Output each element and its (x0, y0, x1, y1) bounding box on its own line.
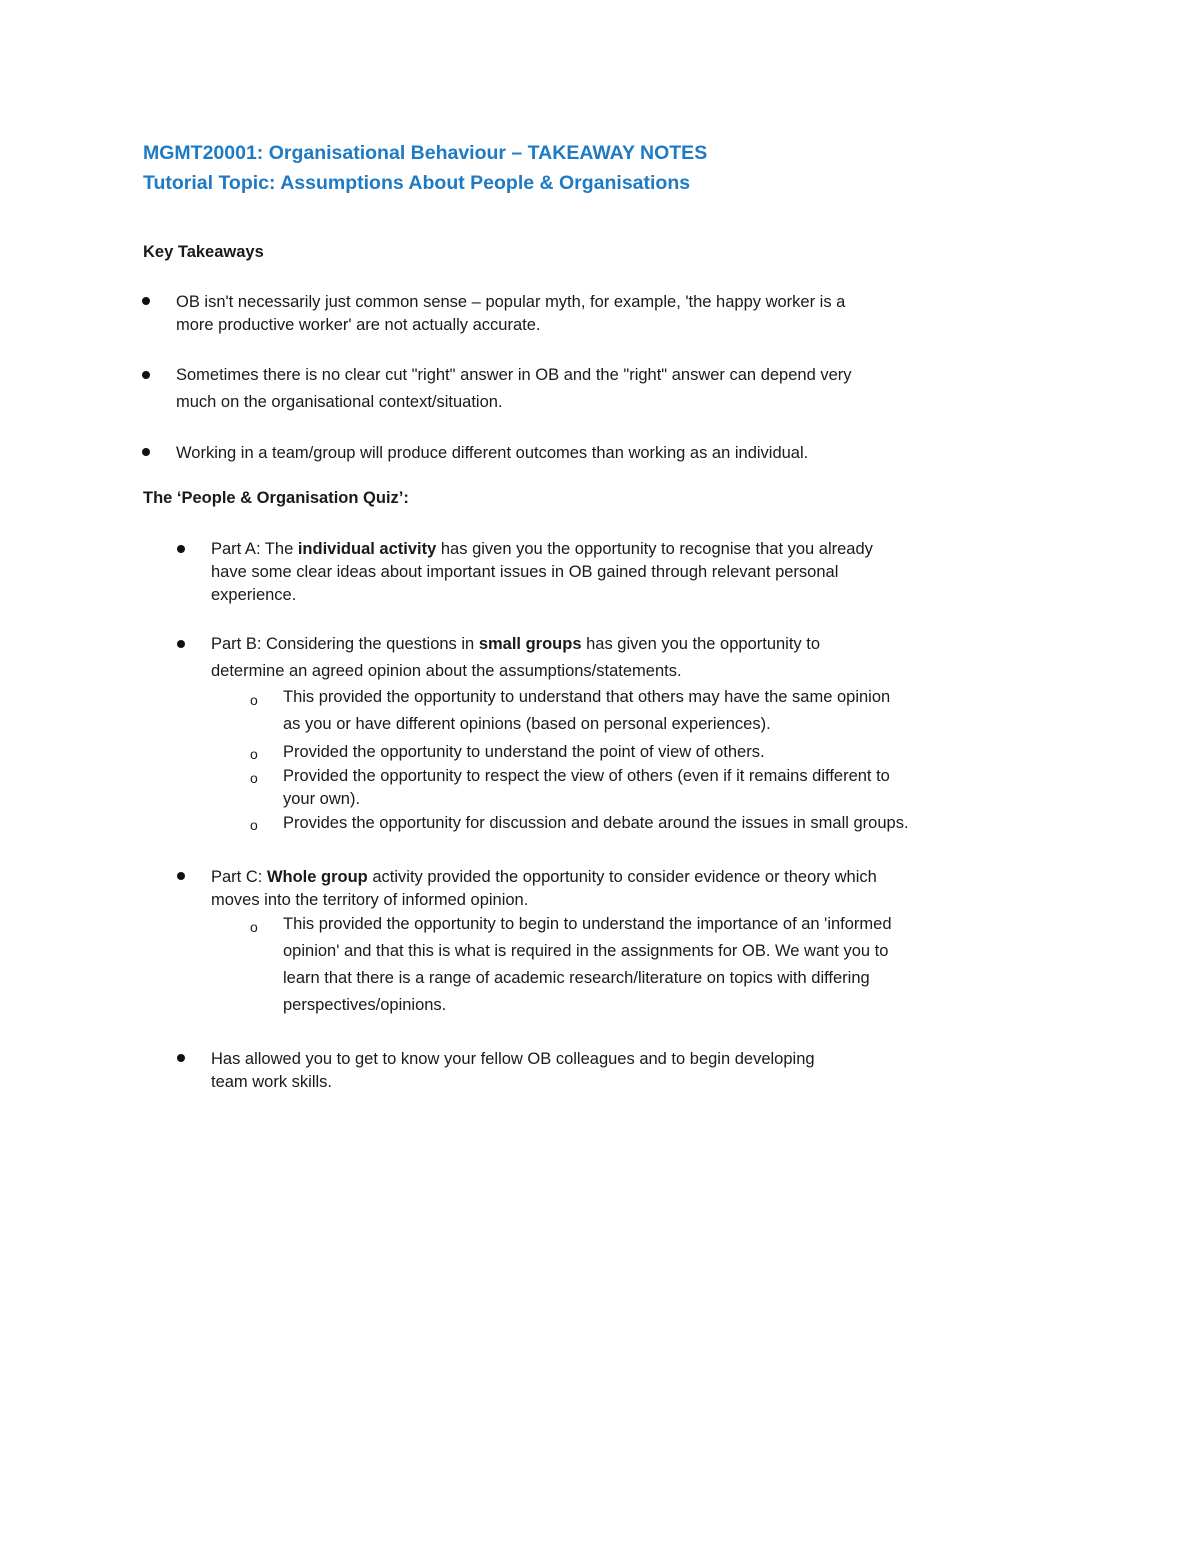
list-item-text: determine an agreed opinion about the assumptions/statements. (211, 662, 682, 680)
list-item-text: experience. (211, 586, 297, 604)
document-subtitle: Tutorial Topic: Assumptions About People & Organisations (143, 172, 691, 194)
sub-list-item (283, 684, 890, 738)
sub-list-item (283, 812, 909, 835)
list-item-text: have some clear ideas about important issues in OB gained through relevant personal (211, 563, 839, 581)
sub-list-item-text: Provided the opportunity to understand the point of view of others. (283, 743, 765, 761)
circle-bullet-icon: o (250, 770, 258, 786)
circle-bullet-icon: o (250, 919, 258, 935)
part-c-prefix: Part C: (211, 868, 267, 886)
part-a-prefix: Part A: The (211, 540, 298, 558)
list-item-text: Sometimes there is no clear cut "right" answer in OB and the "right" answer can depend very (176, 366, 852, 384)
list-item-text: OB isn't necessarily just common sense – popular myth, for example, 'the happy worker is a (176, 293, 846, 311)
circle-bullet-icon: o (250, 746, 258, 762)
sub-list-item (283, 911, 892, 1019)
bullet-icon (177, 1054, 185, 1062)
bullet-icon (177, 872, 185, 880)
bullet-icon (142, 448, 150, 456)
bullet-icon (177, 545, 185, 553)
part-a-bold: individual activity (297, 540, 437, 558)
bullet-icon (177, 640, 185, 648)
sub-list-item-text: This provided the opportunity to understand that others may have the same opinion (283, 688, 891, 706)
list-item-text: Working in a team/group will produce different outcomes than working as an individual. (176, 444, 809, 462)
part-b-prefix: Part B: Considering the questions in (211, 635, 479, 653)
key-takeaways-heading: Key Takeaways (143, 243, 264, 261)
list-item-text: much on the organisational context/situation. (176, 393, 503, 411)
list-item-text: Has allowed you to get to know your fellow OB colleagues and to begin developing (211, 1050, 815, 1068)
sub-list-item-text: as you or have different opinions (based on personal experiences). (283, 715, 771, 733)
sub-list-item-text: Provides the opportunity for discussion and debate around the issues in small groups. (283, 814, 909, 832)
sub-list-item-text: perspectives/opinions. (283, 996, 447, 1014)
circle-bullet-icon: o (250, 692, 258, 708)
part-c-bold: Whole group (266, 868, 368, 886)
bullet-icon (142, 297, 150, 305)
part-b-bold: small groups (478, 635, 582, 653)
bullet-icon (142, 371, 150, 379)
document-title: MGMT20001: Organisational Behaviour – TAKEAWAY NOTES (143, 142, 708, 164)
sub-list-item-text: Provided the opportunity to respect the view of others (even if it remains different to (283, 767, 890, 785)
part-c-suffix: activity provided the opportunity to consider evidence or theory which (367, 868, 877, 886)
quiz-heading: The ‘People & Organisation Quiz’: (143, 489, 409, 507)
sub-list-item (283, 741, 765, 764)
sub-list-item (283, 765, 890, 811)
sub-list-item-text: This provided the opportunity to begin to understand the importance of an 'informed (283, 915, 892, 933)
sub-list-item-text: opinion' and that this is what is required in the assignments for OB. We want you to (283, 942, 889, 960)
part-b-suffix: has given you the opportunity to (581, 635, 821, 653)
list-item-text: team work skills. (211, 1073, 333, 1091)
part-a-suffix: has given you the opportunity to recognise that you already (436, 540, 873, 558)
sub-list-item-text: learn that there is a range of academic research/literature on topics with differing (283, 969, 870, 987)
sub-list-item-text: your own). (283, 790, 361, 808)
list-item-text: moves into the territory of informed opinion. (211, 891, 529, 909)
circle-bullet-icon: o (250, 817, 258, 833)
list-item-text: more productive worker' are not actually accurate. (176, 316, 541, 334)
